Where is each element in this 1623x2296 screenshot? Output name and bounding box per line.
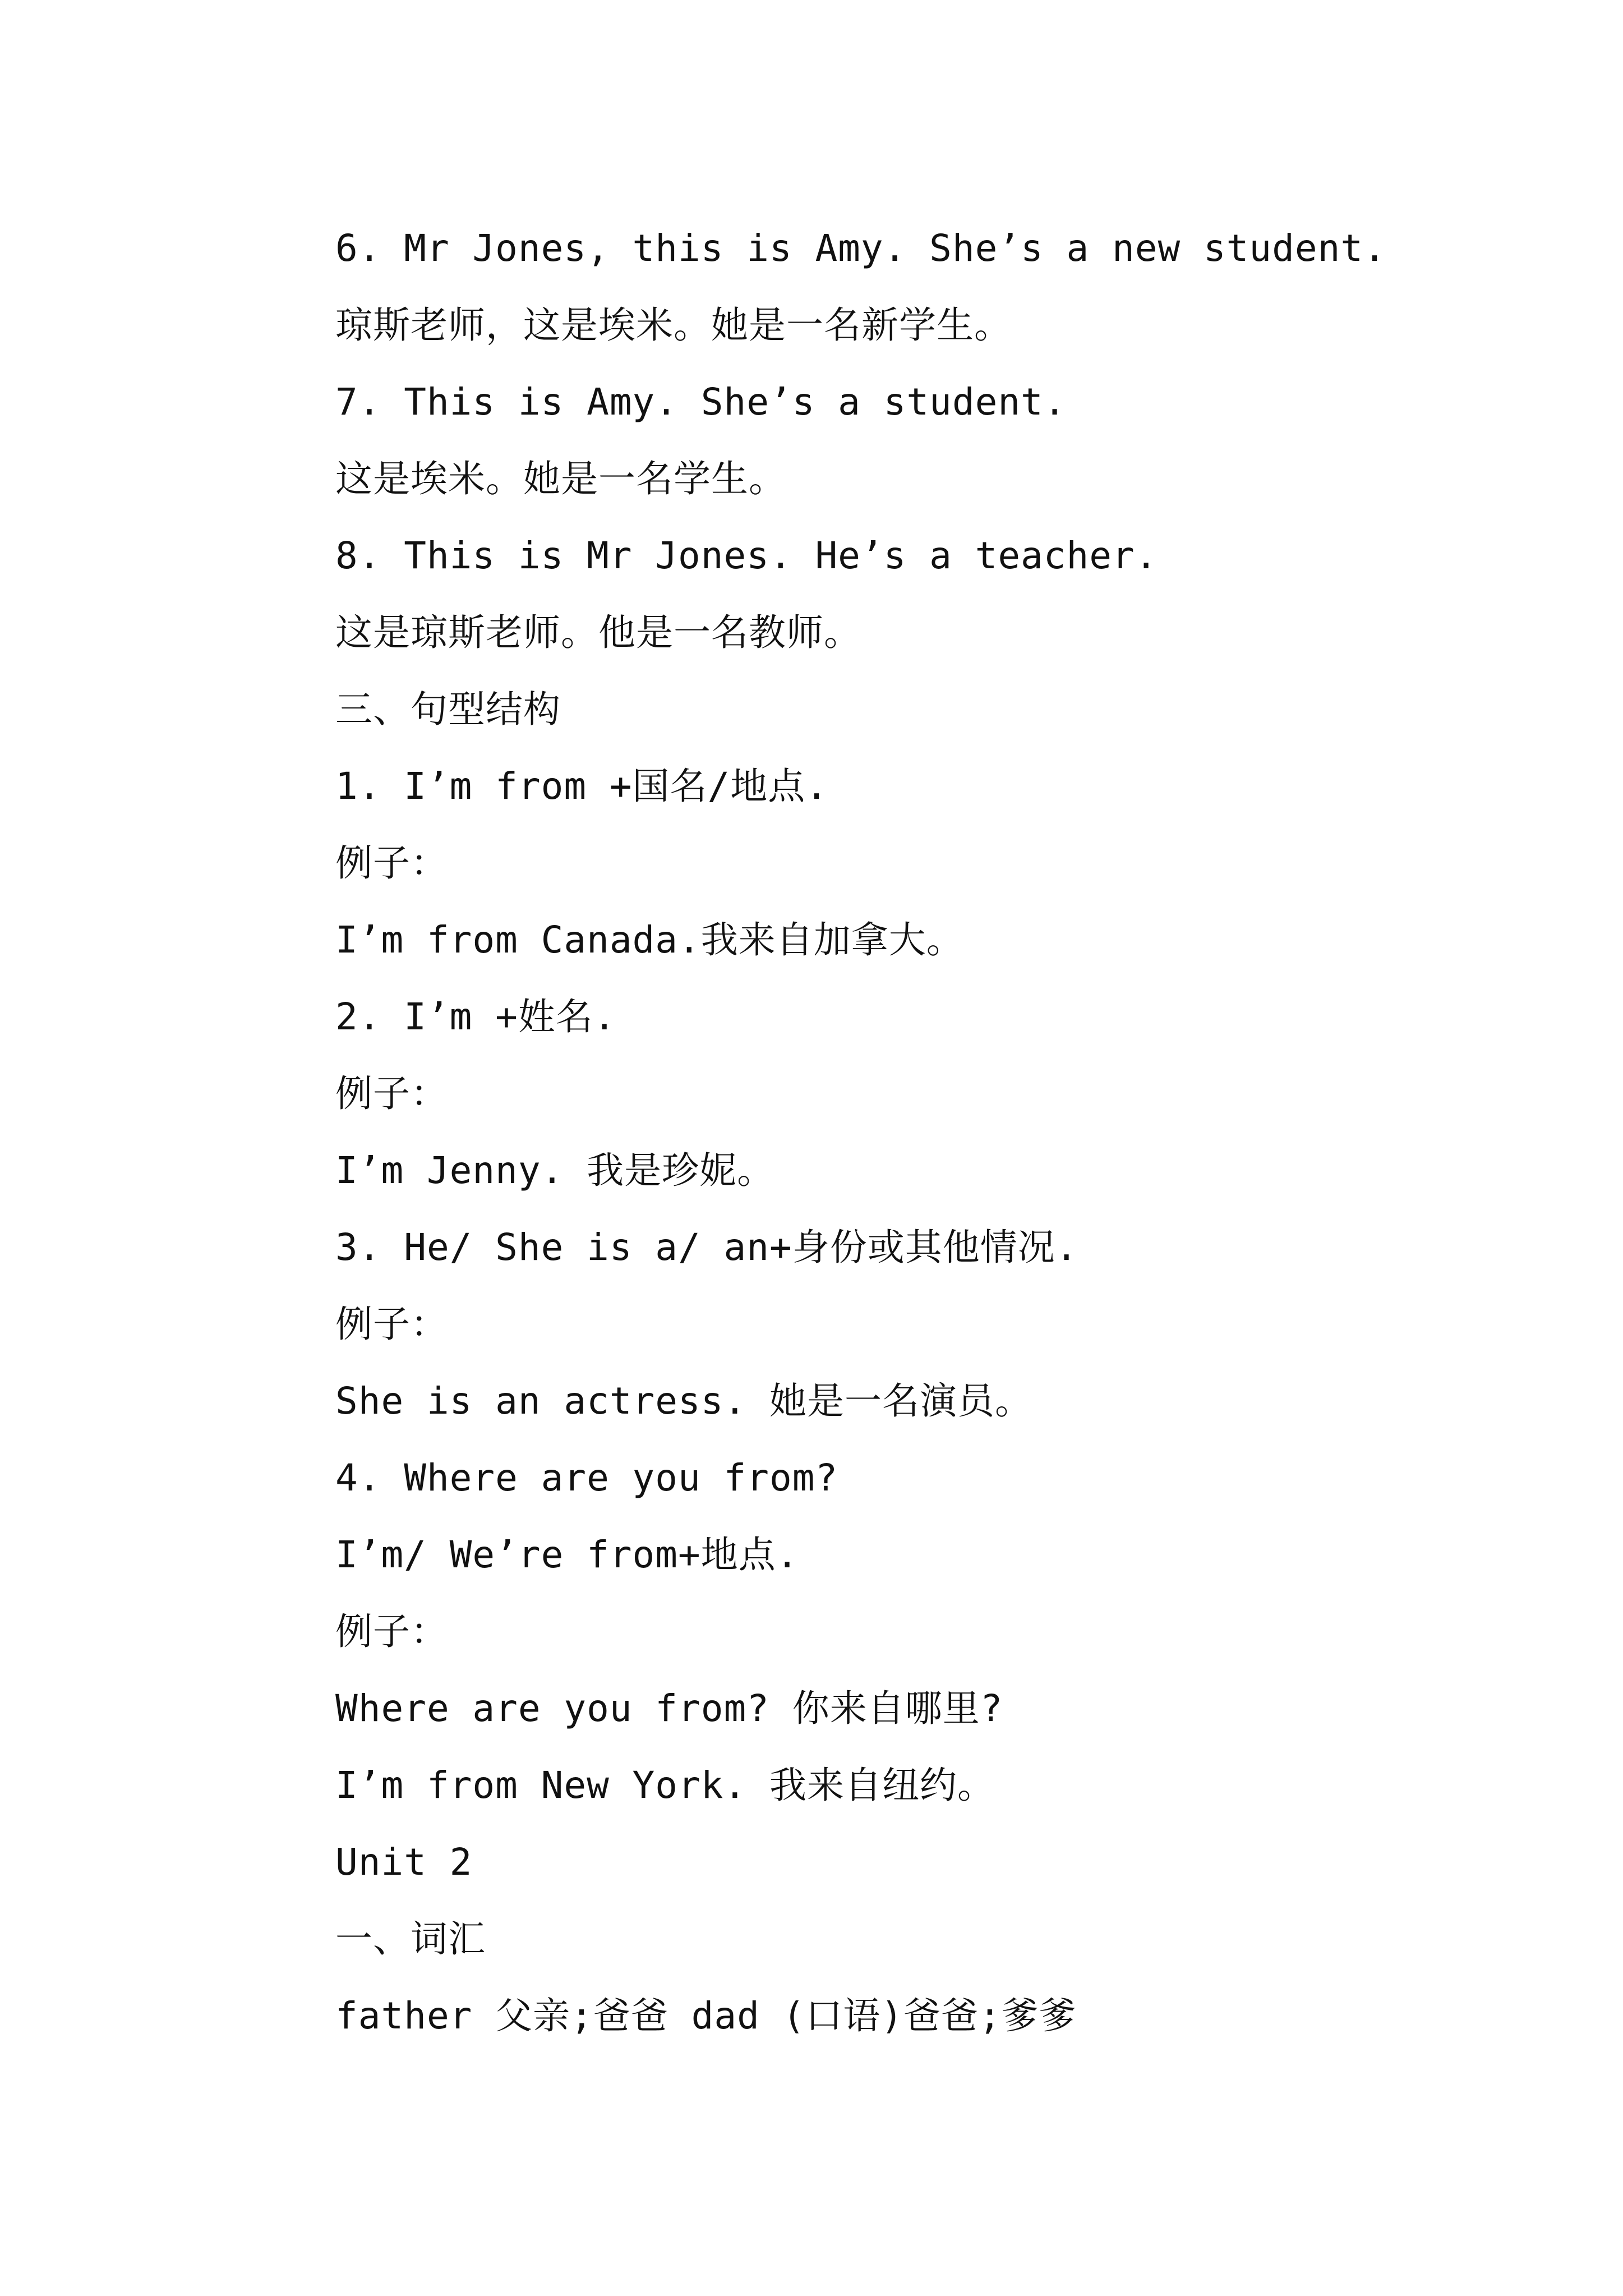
- pattern-1: 1. I’m from +国名/地点.: [335, 765, 829, 808]
- pattern-2-example: I’m Jenny. 我是珍妮。: [335, 1149, 775, 1192]
- vocabulary-entry: father 父亲;爸爸 dad (口语)爸爸;爹爹: [335, 1994, 1077, 2037]
- translation-7: 这是埃米。她是一名学生。: [335, 457, 786, 500]
- translation-6: 琼斯老师，这是埃米。她是一名新学生。: [335, 303, 1012, 347]
- pattern-4-answer: I’m/ We’re from+地点.: [335, 1533, 799, 1576]
- translation-8: 这是琼斯老师。他是一名教师。: [335, 611, 861, 654]
- example-sentence-7: 7. This is Amy. She’s a student.: [335, 380, 1067, 424]
- example-label: 例子：: [335, 1072, 448, 1115]
- unit-heading: Unit 2: [335, 1841, 473, 1884]
- pattern-3: 3. He/ She is a/ an+身份或其他情况.: [335, 1226, 1078, 1269]
- pattern-4-example-answer: I’m from New York. 我来自纽约。: [335, 1764, 995, 1807]
- example-label: 例子：: [335, 1303, 448, 1346]
- section-heading-sentence-patterns: 三、句型结构: [335, 688, 561, 731]
- pattern-1-example: I’m from Canada.我来自加拿大。: [335, 918, 964, 961]
- example-label: 例子：: [335, 1610, 448, 1653]
- example-sentence-6: 6. Mr Jones, this is Amy. She’s a new student.: [335, 227, 1386, 270]
- pattern-4-question: 4. Where are you from?: [335, 1456, 838, 1499]
- pattern-3-example: She is an actress. 她是一名演员。: [335, 1379, 1032, 1423]
- pattern-2: 2. I’m +姓名.: [335, 995, 616, 1038]
- section-heading-vocabulary: 一、词汇: [335, 1917, 486, 1961]
- example-sentence-8: 8. This is Mr Jones. He’s a teacher.: [335, 534, 1158, 577]
- document-body: [335, 210, 1569, 2054]
- example-label: 例子：: [335, 841, 448, 885]
- pattern-4-example-question: Where are you from? 你来自哪里?: [335, 1687, 1003, 1730]
